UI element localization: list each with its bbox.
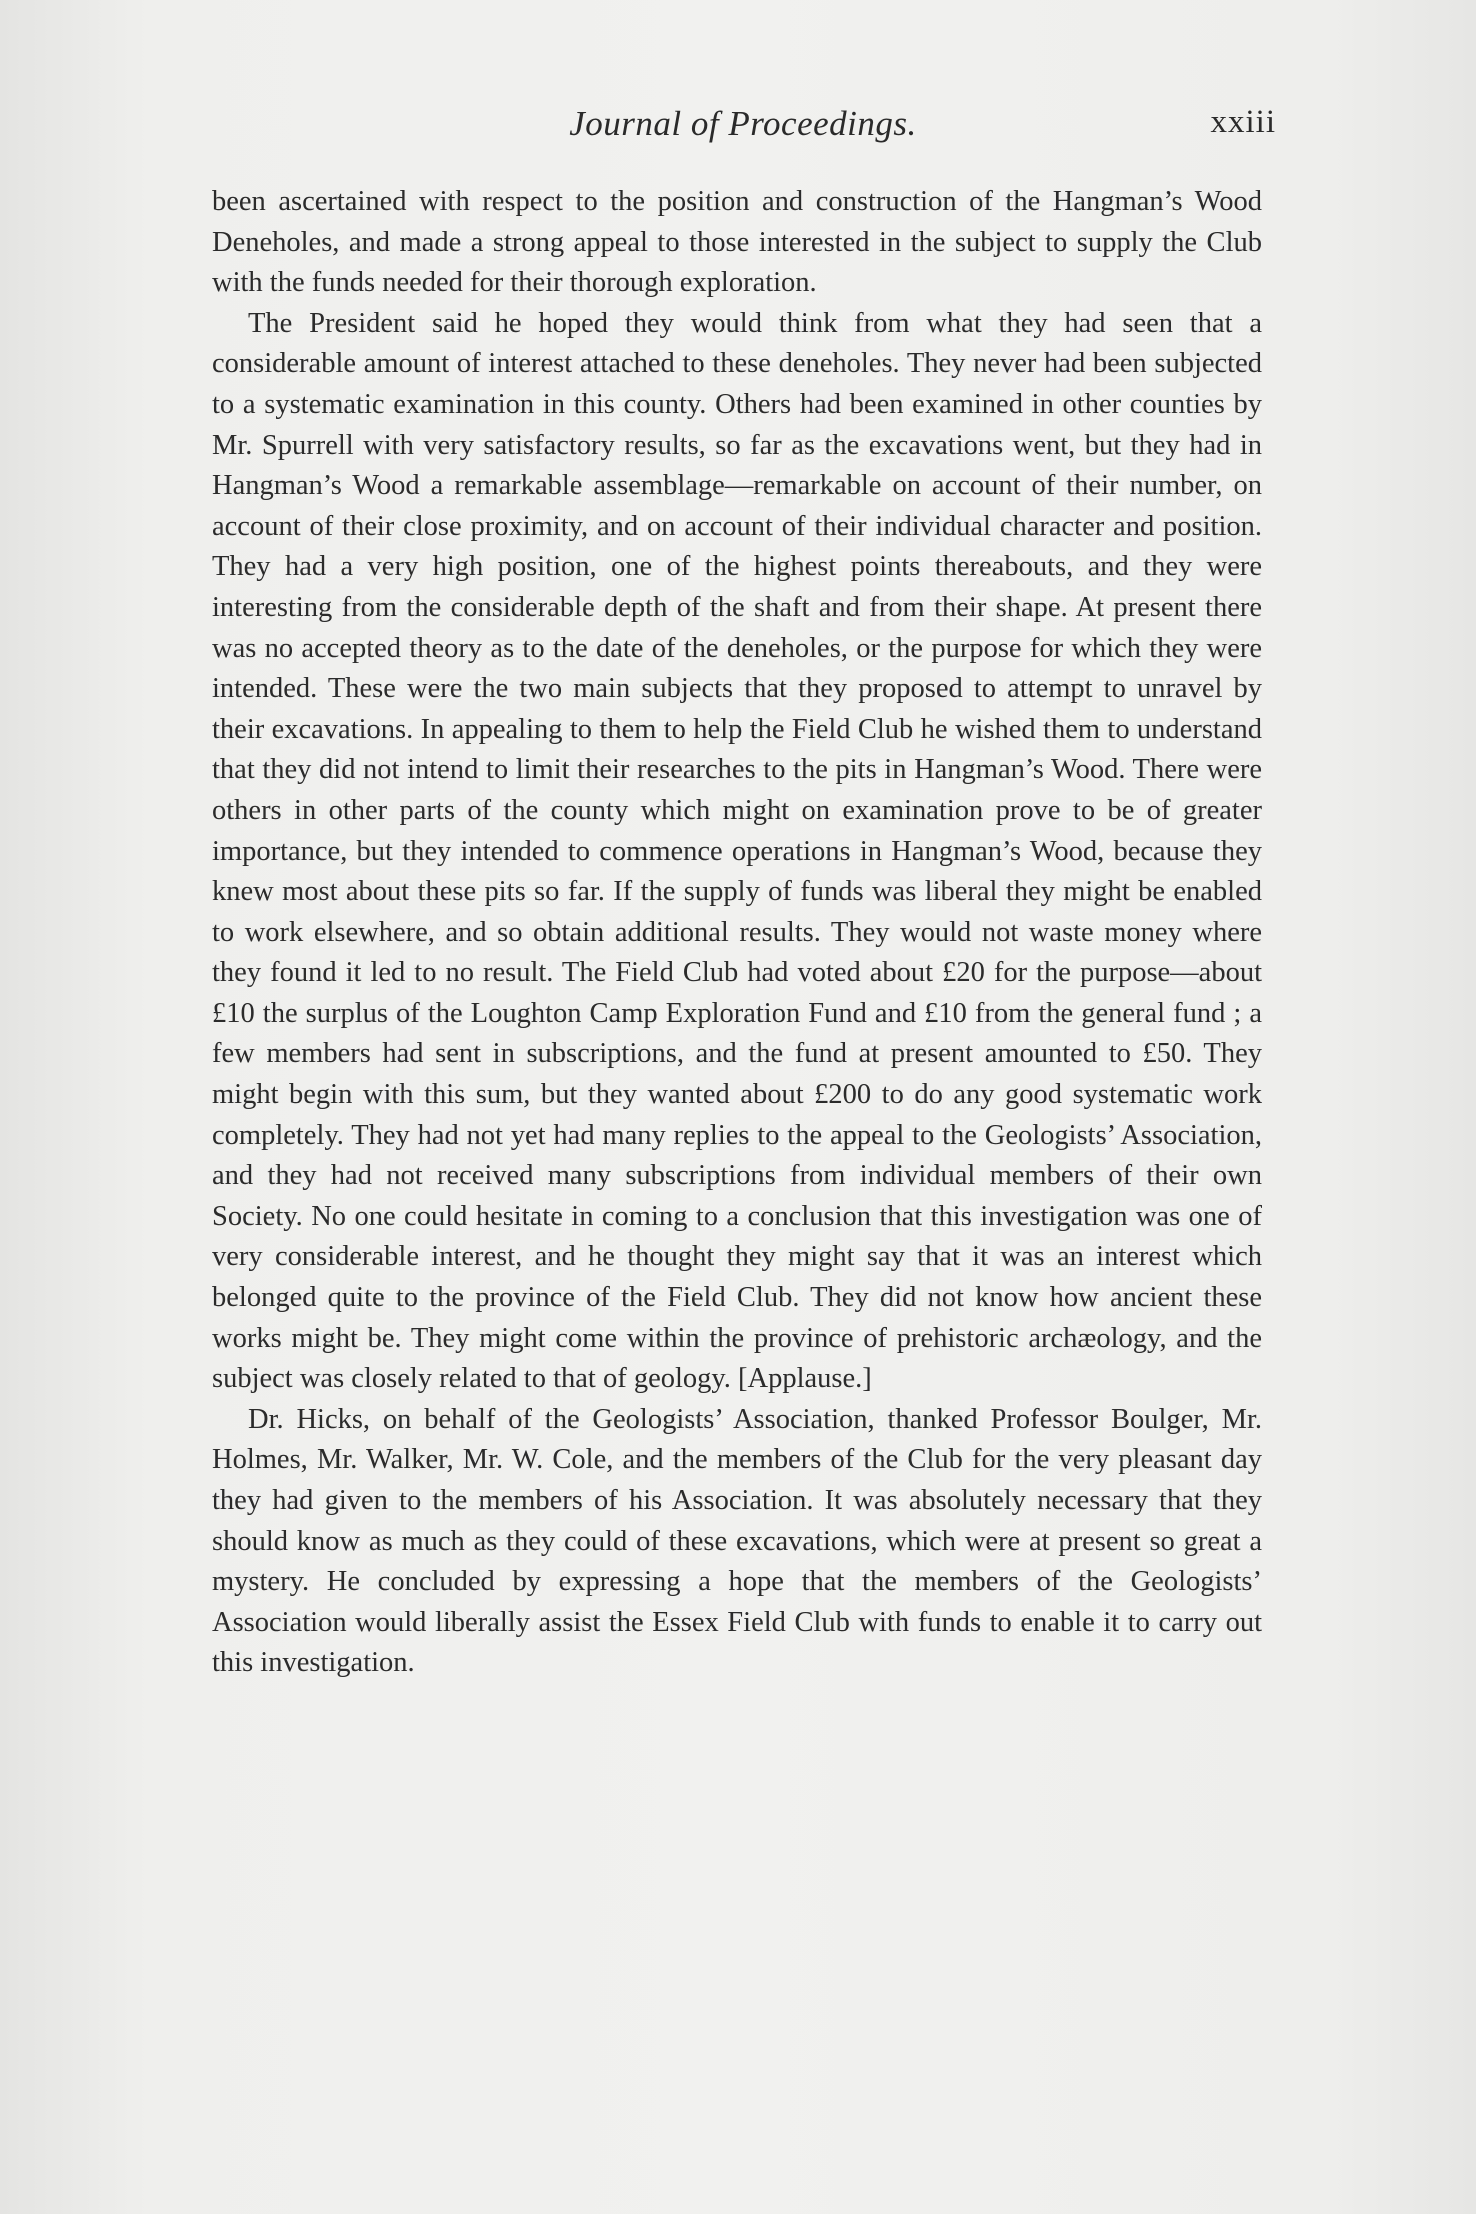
paragraph-dr-hicks: Dr. Hicks, on behalf of the Geologists’ Association, thanked Professor Boulger, Mr. Holmes, Mr. Walker, Mr. W. Cole, and the members of the Club for the very pleasant day they had given to the members of his Association. It was absolutely necessary that they should know as much as they could of these excavations, which were at present so great a mystery. He concluded by expressing a hope that the members of the Geologists’ Association would liberally assist the Essex Field Club with funds to enable it to carry out this investigation. bbox=[212, 1403, 1262, 1679]
running-head bbox=[210, 104, 1276, 154]
running-title: Journal of Proceedings. bbox=[569, 104, 917, 143]
paragraph-president-speech: The President said he hoped they would think from what they had seen that a considerable amount of interest attached to these deneholes. They never had been subjected to a systematic examination in this county. Others had been examined in other counties by Mr. Spurrell with very satisfactory results, so far as the excavations went, but they had in Hangman’s Wood a remarkable assemblage—remarkable on account of their number, on account of their close proximity, and on account of their individual character and position. They had a very high position, one of the highest points thereabouts, and they were interesting from the considerable depth of the shaft and from their shape. At present there was no accepted theory as to the date of the deneholes, or the purpose for which they were intended. These were the two main subjects that they proposed to attempt to unravel by their excavations. In appealing to them to help the Field Club he wished them to understand that they did not intend to limit their researches to the pits in Hangman’s Wood. There were others in other parts of the county which might on examination prove to be of greater importance, but they intended to commence operations in Hangman’s Wood, because they knew most about these pits so far. If the supply of funds was liberal they might be enabled to work elsewhere, and so obtain additional results. They would not waste money where they found it led to no result. The Field Club had voted about £20 for the purpose—about £10 the surplus of the Loughton Camp Exploration Fund and £10 from the general fund ; a few members had sent in subscriptions, and the fund at present amounted to £50. They might begin with this sum, but they wanted about £200 to do any good systematic work completely. They had not yet had many replies to the appeal to the Geologists’ Association, and they had not received many subscriptions from individual members of their own Society. No one could hesitate in coming to a conclusion that this investigation was one of very considerable interest, and he thought they might say that it was an interest which belonged quite to the province of the Field Club. They did not know how ancient these works might be. They might come within the province of prehistoric archæology, and the subject was closely related to that of geology. [Applause.] bbox=[212, 307, 1262, 1395]
body-text bbox=[212, 182, 1262, 1684]
page-number: xxiii bbox=[1210, 104, 1276, 140]
paragraph-continued: been ascertained with respect to the position and construction of the Hangman’s Wood Deneholes, and made a strong appeal to those interested in the subject to supply the Club with the funds needed for their thorough exploration. bbox=[212, 186, 1262, 299]
